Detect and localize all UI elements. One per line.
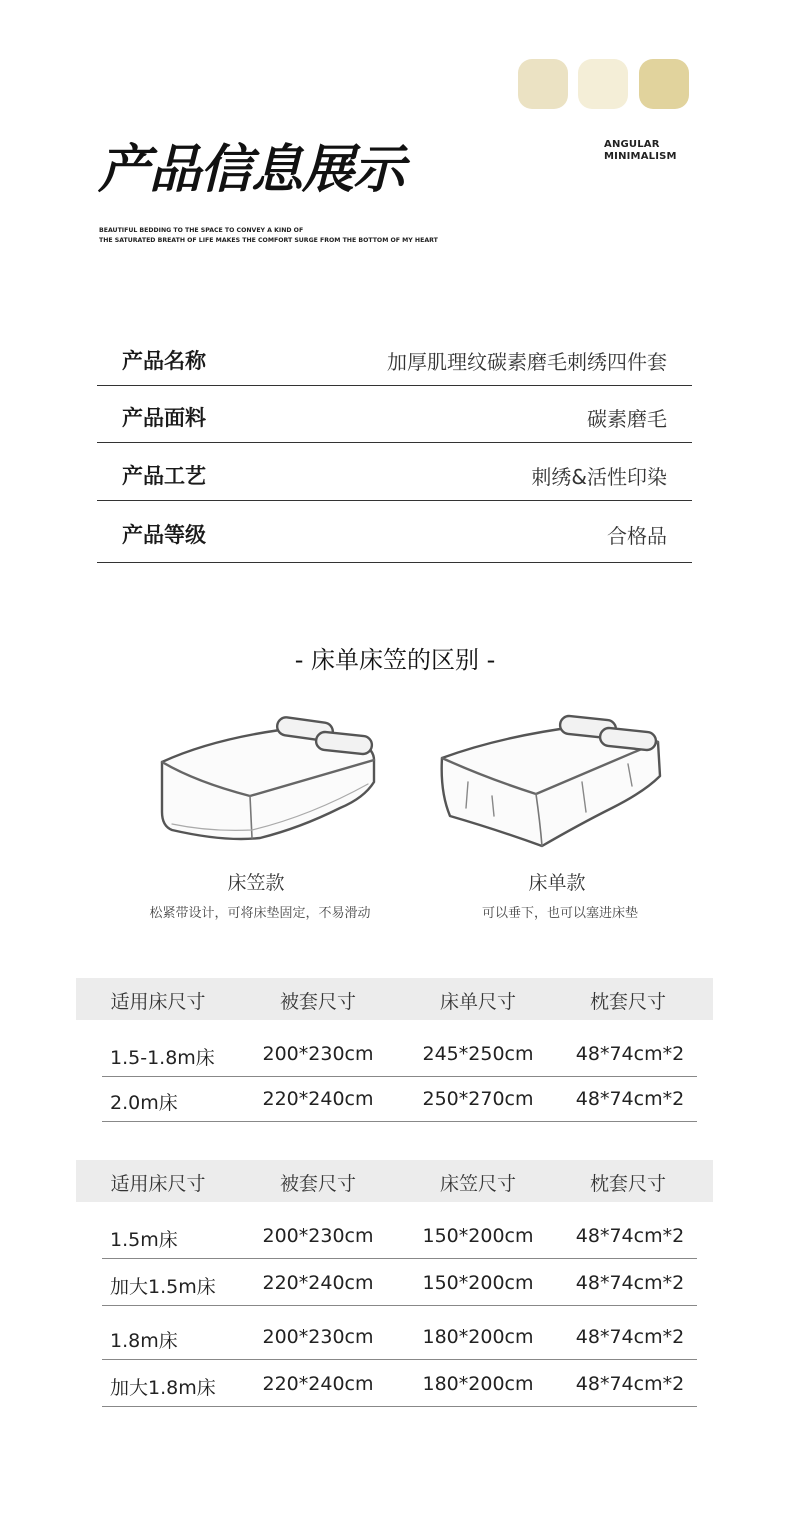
info-row-craft — [97, 445, 692, 501]
fitted-sheet-desc: 松紧带设计，可将床垫固定，不易滑动 — [149, 906, 371, 921]
table-cell: 48*74cm*2 — [575, 1373, 685, 1395]
table-cell: 2.0m床 — [110, 1092, 178, 1114]
flat-sheet-illustration — [432, 712, 672, 852]
table-cell: 180*200cm — [422, 1373, 534, 1395]
color-swatch-3 — [639, 59, 689, 109]
table-cell: 1.8m床 — [110, 1330, 178, 1352]
subtitle-line-1: BEAUTIFUL BEDDING TO THE SPACE TO CONVEY A KIND OF — [99, 227, 304, 234]
table-cell: 220*240cm — [262, 1088, 374, 1110]
info-label: 产品等级 — [122, 523, 206, 547]
color-swatch-2 — [578, 59, 628, 109]
table-cell: 245*250cm — [422, 1043, 534, 1065]
table-header-cell: 适用床尺寸 — [110, 991, 206, 1013]
table-cell: 150*200cm — [422, 1225, 534, 1247]
table-header-cell: 枕套尺寸 — [589, 1173, 666, 1195]
page-subtitle — [99, 226, 438, 246]
table-row — [102, 1320, 697, 1360]
table-cell: 48*74cm*2 — [575, 1043, 685, 1065]
flat-sheet-desc: 可以垂下，也可以塞进床垫 — [481, 906, 638, 921]
info-value: 刺绣&活性印染 — [531, 465, 667, 489]
table-cell: 200*230cm — [262, 1326, 374, 1348]
table-cell: 48*74cm*2 — [575, 1326, 685, 1348]
table-cell: 200*230cm — [262, 1225, 374, 1247]
table-cell: 48*74cm*2 — [575, 1088, 685, 1110]
table-cell: 250*270cm — [422, 1088, 534, 1110]
subtitle-line-2: THE SATURATED BREATH OF LIFE MAKES THE COMFORT SURGE FROM THE BOTTOM OF MY HEART — [99, 237, 438, 244]
table-row — [102, 1367, 697, 1407]
table-header-cell: 床笠尺寸 — [439, 1173, 516, 1195]
page-title: 产品信息展示 — [98, 140, 405, 200]
section-title-difference: - 床单床笠的区别 - — [294, 646, 496, 674]
table-row — [102, 1266, 697, 1306]
info-label: 产品名称 — [122, 349, 206, 373]
info-label: 产品工艺 — [122, 464, 206, 488]
table-header-cell: 床单尺寸 — [439, 991, 516, 1013]
table-header-cell: 枕套尺寸 — [589, 991, 666, 1013]
brand-tagline — [604, 139, 677, 163]
table-cell: 150*200cm — [422, 1272, 534, 1294]
table-cell: 180*200cm — [422, 1326, 534, 1348]
table-row — [102, 1082, 697, 1122]
info-row-grade — [97, 504, 692, 563]
size-table-2-header — [76, 1160, 713, 1202]
table-cell: 220*240cm — [262, 1272, 374, 1294]
fitted-sheet-illustration — [150, 712, 390, 848]
table-cell: 加大1.8m床 — [110, 1377, 216, 1399]
table-cell: 200*230cm — [262, 1043, 374, 1065]
info-value: 合格品 — [607, 524, 667, 548]
tagline-line-2: MINIMALISM — [604, 151, 677, 162]
table-cell: 220*240cm — [262, 1373, 374, 1395]
table-row — [102, 1037, 697, 1077]
info-value: 碳素磨毛 — [587, 407, 667, 431]
info-row-fabric — [97, 387, 692, 443]
table-cell: 1.5m床 — [110, 1229, 178, 1251]
fitted-sheet-title: 床笠款 — [227, 872, 285, 894]
size-table-1-header — [76, 978, 713, 1020]
table-row — [102, 1219, 697, 1259]
table-header-cell: 被套尺寸 — [279, 1173, 356, 1195]
color-swatch-1 — [518, 59, 568, 109]
table-cell: 加大1.5m床 — [110, 1276, 216, 1298]
table-cell: 48*74cm*2 — [575, 1272, 685, 1294]
table-cell: 1.5-1.8m床 — [110, 1047, 215, 1069]
info-value: 加厚肌理纹碳素磨毛刺绣四件套 — [387, 350, 667, 374]
info-label: 产品面料 — [122, 406, 206, 430]
table-header-cell: 适用床尺寸 — [110, 1173, 206, 1195]
info-row-name — [97, 330, 692, 386]
table-header-cell: 被套尺寸 — [279, 991, 356, 1013]
flat-sheet-title: 床单款 — [528, 872, 586, 894]
table-cell: 48*74cm*2 — [575, 1225, 685, 1247]
tagline-line-1: ANGULAR — [604, 139, 660, 150]
